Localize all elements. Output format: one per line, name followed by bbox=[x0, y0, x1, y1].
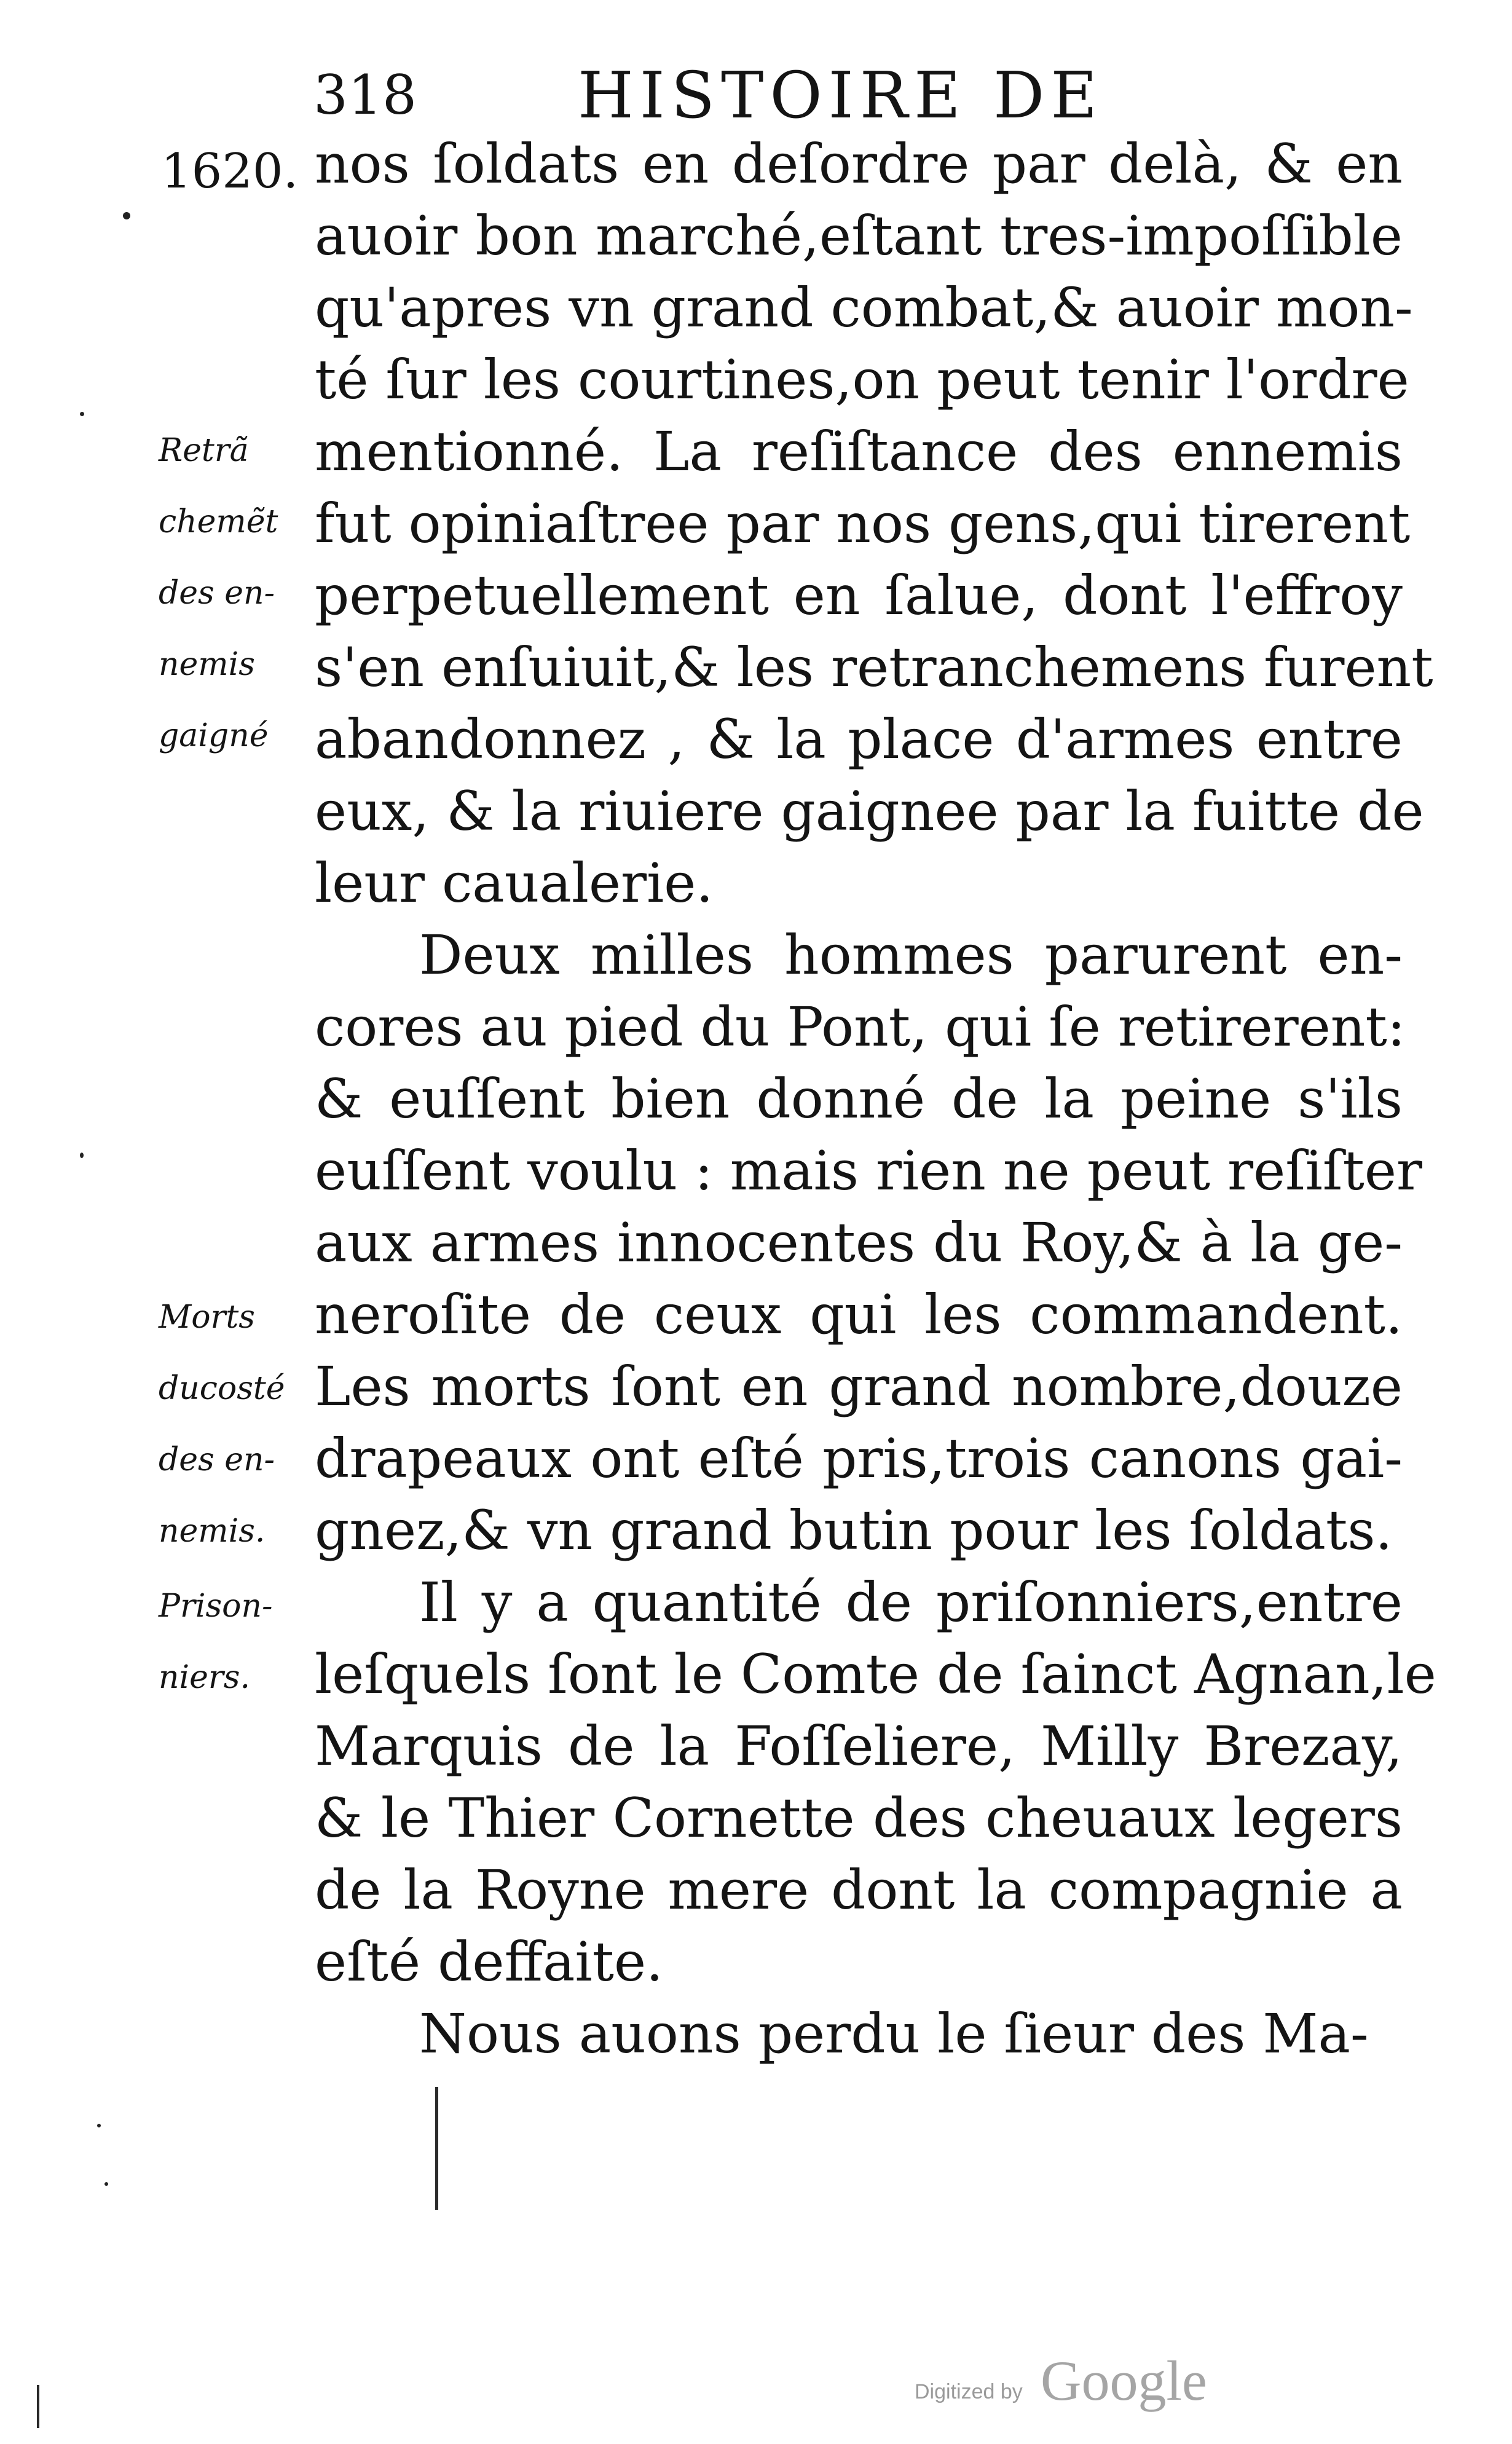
ink-speck bbox=[123, 212, 130, 219]
ink-speck bbox=[80, 1153, 84, 1158]
text-line: eux, & la riuiere gaignee par la fuitte de bbox=[315, 779, 1424, 843]
text-line: fut opiniaſtree par nos gens,qui tirerent bbox=[315, 492, 1411, 555]
text-line: Les morts ſont en grand nombre,douze bbox=[315, 1355, 1403, 1418]
text-line: eſté deffaite. bbox=[315, 1930, 664, 1993]
text-line: qu'apres vn grand combat,& auoir mon- bbox=[315, 276, 1413, 339]
text-line: nos ſoldats en deſordre par delà, & en bbox=[315, 132, 1403, 195]
body-text bbox=[315, 128, 1436, 2070]
text-line: aux armes innocentes du Roy,& à la ge- bbox=[315, 1211, 1403, 1274]
ink-speck bbox=[97, 2124, 101, 2127]
margin-note-line: Morts bbox=[159, 1299, 255, 1336]
margin-note-line: Prison- bbox=[159, 1588, 273, 1625]
text-line: cores au pied du Pont, qui ſe retirerent: bbox=[315, 995, 1406, 1058]
margin-note-morts bbox=[159, 1282, 300, 1567]
digitized-by-label: Digitized by bbox=[915, 2380, 1023, 2403]
text-line: leur caualerie. bbox=[315, 851, 714, 915]
ink-speck bbox=[80, 412, 84, 416]
margin-note-line: des en- bbox=[159, 1441, 275, 1478]
text-line: gnez,& vn grand butin pour les ſoldats. bbox=[315, 1499, 1393, 1562]
google-logo: Google bbox=[1041, 2349, 1207, 2412]
running-title: HISTOIRE DE bbox=[578, 58, 1104, 133]
ink-speck bbox=[104, 2182, 108, 2186]
margin-note-line: Retrã bbox=[159, 432, 249, 469]
text-line: neroſite de ceux qui les commandent. bbox=[315, 1283, 1403, 1346]
text-line: té ſur les courtines,on peut tenir l'ordre bbox=[315, 348, 1409, 411]
margin-note-prisonniers bbox=[159, 1571, 300, 1713]
margin-note-line: gaigné bbox=[159, 717, 269, 754]
margin-note-line: niers. bbox=[159, 1659, 250, 1696]
text-line: leſquels ſont le Comte de ſainct Agnan,le bbox=[315, 1642, 1436, 1706]
margin-note-line: ducosté bbox=[159, 1370, 285, 1407]
text-line: Nous auons perdu le ſieur des Ma- bbox=[419, 2002, 1369, 2065]
text-line: s'en enſuiuit,& les retranchemens furent bbox=[315, 636, 1433, 699]
text-line: & euſſent bien donné de la peine s'ils bbox=[315, 1067, 1403, 1130]
text-line: abandonnez , & la place d'armes entre bbox=[315, 708, 1403, 771]
margin-note-line: nemis bbox=[159, 646, 255, 683]
text-line: mentionné. La reſiſtance des ennemis bbox=[315, 420, 1403, 483]
running-head bbox=[0, 55, 1512, 135]
text-line: & le Thier Cornette des cheuaux legers bbox=[315, 1786, 1403, 1850]
margin-note-retranchement bbox=[159, 415, 300, 771]
text-line: euſſent voulu : mais rien ne peut reſiſter bbox=[315, 1139, 1422, 1202]
text-line: Marquis de la Foſſeliere, Milly Brezay, bbox=[315, 1714, 1403, 1778]
text-line: perpetuellement en ſalue, dont l'effroy bbox=[315, 564, 1403, 627]
margin-note-line: chemẽt bbox=[159, 503, 278, 540]
page-number: 318 bbox=[313, 63, 417, 127]
margin-note-line: des en- bbox=[159, 575, 275, 612]
text-line: auoir bon marché,eſtant tres-impoſſible bbox=[315, 204, 1403, 267]
text-line: drapeaux ont eſté pris,trois canons gai- bbox=[315, 1427, 1403, 1490]
text-line: Il y a quantité de priſonniers,entre bbox=[419, 1571, 1403, 1634]
scan-mark bbox=[37, 2385, 39, 2428]
margin-note-line: nemis. bbox=[159, 1513, 266, 1550]
scan-mark bbox=[435, 2087, 438, 2210]
text-line: de la Royne mere dont la compagnie a bbox=[315, 1858, 1403, 1922]
text-line: Deux milles hommes parurent en- bbox=[419, 923, 1403, 987]
margin-year: 1620. bbox=[161, 144, 299, 199]
